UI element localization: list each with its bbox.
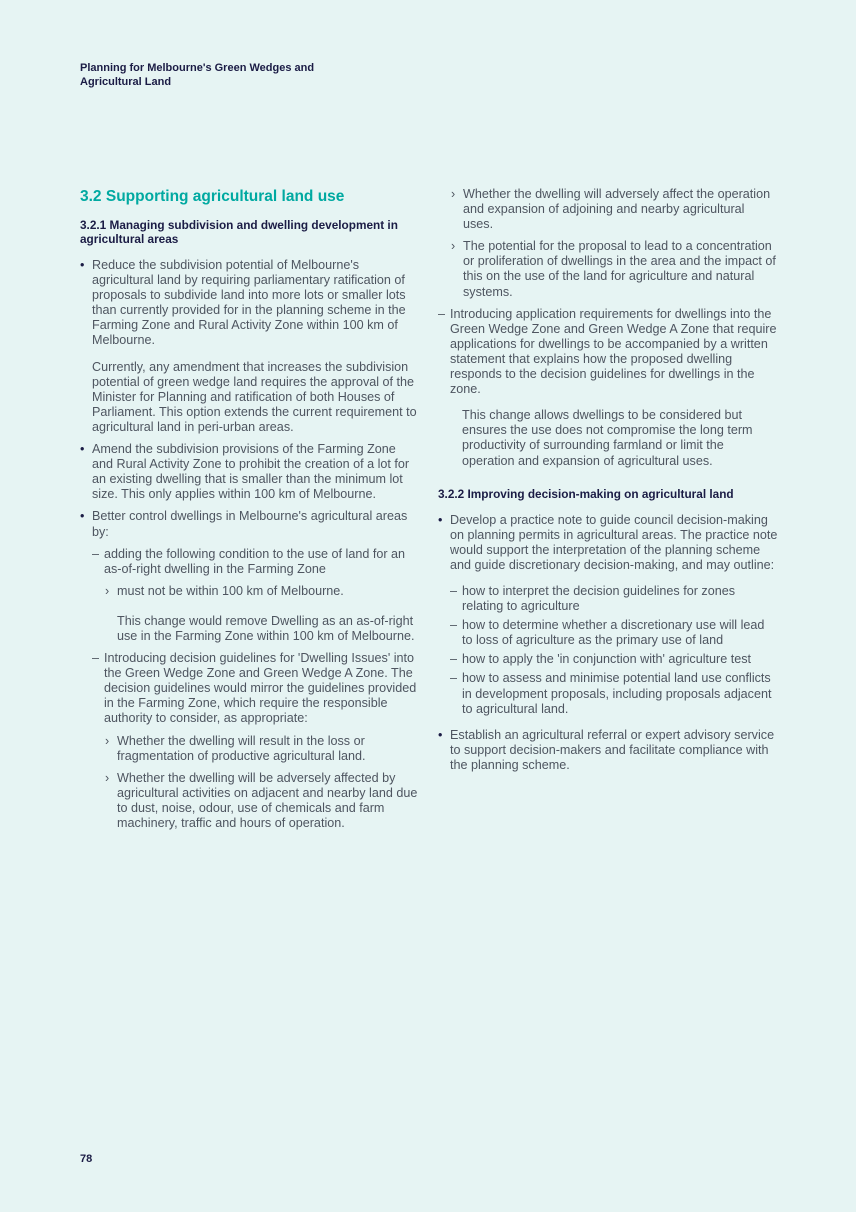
dash-item: – Introducing decision guidelines for 'Dwelling Issues' into the Green Wedge Zone and Green Wedge A Zone. The decision guidelines would mirror the guidelines provided in the Farming Zone, which require the responsible authority to consider, as appropriate: [80,651,420,726]
running-head: Planning for Melbourne's Green Wedges and Agricultural Land [80,62,315,88]
bullet-item: • Establish an agricultural referral or expert advisory service to support decision-makers and facilitate compliance with the planning scheme. [438,728,778,773]
right-column [438,187,778,773]
chevron-continuation: This change would remove Dwelling as an as-of-right use in the Farming Zone within 100 km of Melbourne. [117,613,415,643]
dash-item: – how to assess and minimise potential land use conflicts in development proposals, including proposals adjacent to agricultural land. [438,671,778,716]
dash-item: – how to determine whether a discretionary use will lead to loss of agriculture as the primary use of land [438,618,778,648]
chevron-item: › Whether the dwelling will be adversely affected by agricultural activities on adjacent and nearby land due to dust, noise, odour, use of chemicals and farm machinery, traffic and hours of operation. [80,771,420,831]
dash-item: – adding the following condition to the use of land for an as-of-right dwelling in the Farming Zone [80,547,420,577]
chevron-item: › Whether the dwelling will adversely affect the operation and expansion of adjoining and nearby agricultural uses. [438,187,778,232]
page-number: 78 [80,1153,93,1165]
chevron-item: › Whether the dwelling will result in the loss or fragmentation of productive agricultural land. [80,734,420,764]
bullet-item: • Develop a practice note to guide council decision-making on planning permits in agricultural areas. The practice note would support the interpretation of the planning scheme and guide discretionary decision-making, and may outline: [438,513,778,573]
dash-item: – how to apply the 'in conjunction with' agriculture test [438,652,778,667]
bullet-item: • Reduce the subdivision potential of Melbourne's agricultural land by requiring parliamentary ratification of proposals to subdivide land into more lots or smaller lots than currently provided for in the planning scheme in the Farming Zone and Rural Activity Zone within 100 km of Melbourne. [80,258,420,349]
chevron-item: › must not be within 100 km of Melbourne. [80,584,420,599]
left-column [80,187,420,831]
dash-continuation: This change allows dwellings to be considered but ensures the use does not compromise the long term productivity of surrounding farmland or limit the operation and expansion of agricultural uses. [462,408,753,468]
bullet-continuation: Currently, any amendment that increases the subdivision potential of green wedge land requires the approval of the Minister for Planning and ratification of both Houses of Parliament. This option extends the current requirement to agricultural land in peri-urban areas. [92,359,417,434]
subsection-heading-3-2-2: 3.2.2 Improving decision-making on agricultural land [438,486,734,501]
chevron-item: › The potential for the proposal to lead to a concentration or proliferation of dwellings in the area and the impact of this on the use of the land for agriculture and natural systems. [438,239,778,299]
dash-item: – how to interpret the decision guidelines for zones relating to agriculture [438,584,778,614]
subsection-heading-3-2-1: 3.2.1 Managing subdivision and dwelling development in agricultural areas [80,218,398,246]
section-heading: 3.2 Supporting agricultural land use [80,188,345,205]
bullet-item: • Amend the subdivision provisions of the Farming Zone and Rural Activity Zone to prohibit the creation of a lot for an existing dwelling that is smaller than the minimum lot size. This only applies within 100 km of Melbourne. [80,442,420,502]
dash-item: – Introducing application requirements for dwellings into the Green Wedge Zone and Green Wedge A Zone that require applications for dwellings to be accompanied by a written statement that explains how the proposed dwelling responds to the decision guidelines for dwellings in the zone. [438,307,778,398]
bullet-item: • Better control dwellings in Melbourne's agricultural areas by: [80,509,420,539]
